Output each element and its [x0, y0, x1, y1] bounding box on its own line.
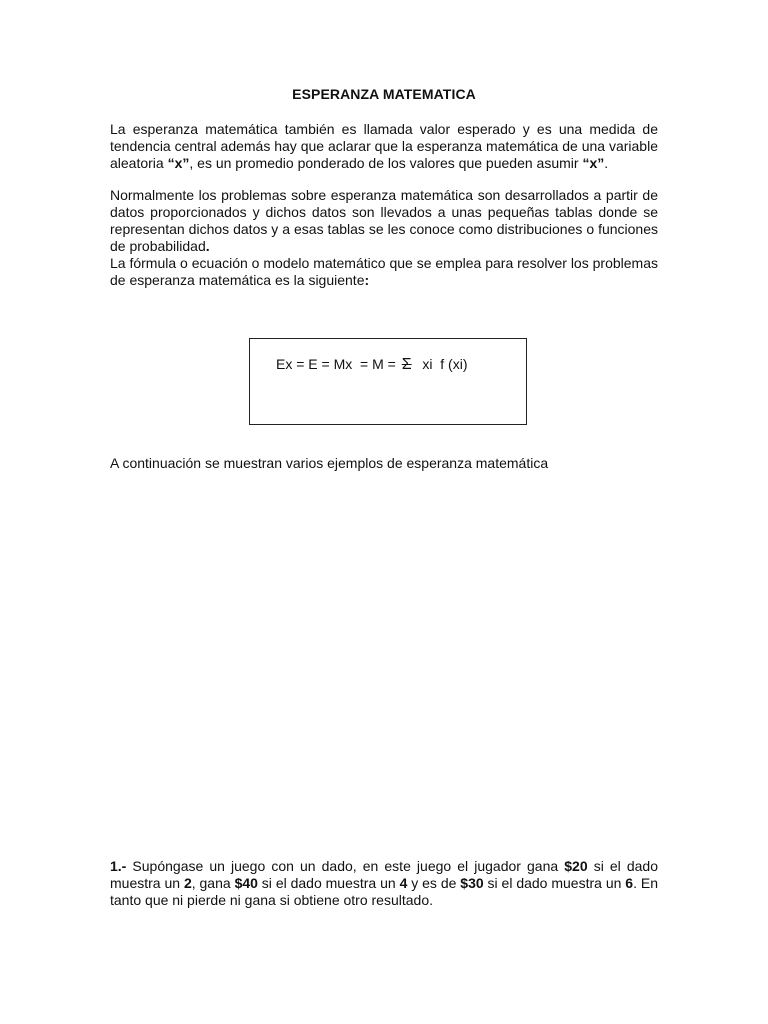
paragraph-text: Normalmente los problemas sobre esperanza matemática son desarrollados a partir de datos proporcionados y dichos datos son llevados a unas pequeñas tablas donde se representan dichos datos y a esas tablas se les conoce como distribuciones o funciones de probabilidad — [110, 187, 658, 254]
paragraph-punctuation: . — [205, 238, 210, 254]
paragraph-text: La fórmula o ecuación o modelo matemático que se emplea para resolver los problemas de esperanza matemática es la siguiente — [110, 255, 658, 288]
paragraph-text: . — [604, 155, 609, 171]
paragraph-problems — [110, 187, 658, 255]
die-value: 4 — [399, 875, 408, 891]
amount-value: $20 — [564, 858, 588, 874]
example-text: si el dado muestra un — [110, 858, 658, 891]
paragraph-text: La esperanza matemática también es llamada valor esperado y es una medida de tendencia central además hay que aclarar que la esperanza matemática de una variable aleatoria — [110, 121, 658, 171]
example-text: . En tanto que ni pierde ni gana si obtiene otro resultado. — [110, 875, 658, 908]
variable-x: “x” — [167, 155, 190, 171]
example-text: , gana — [191, 875, 235, 891]
paragraph-punctuation: : — [364, 272, 370, 288]
formula-right: xi f (xi) — [414, 356, 468, 372]
variable-x: “x” — [582, 155, 605, 171]
example-text: Supóngase un juego con un dado, en este juego el jugador gana — [126, 858, 565, 874]
formula-box — [249, 338, 527, 425]
example-text: si el dado muestra un — [483, 875, 626, 891]
die-value: 6 — [625, 875, 634, 891]
document-title: ESPERANZA MATEMATICA — [292, 86, 476, 102]
paragraph-text: , es un promedio ponderado de los valores que pueden asumir — [189, 155, 583, 171]
example-number: 1.- — [110, 858, 127, 874]
formula — [276, 356, 468, 374]
example-text: y es de — [407, 875, 461, 891]
example-1 — [110, 858, 658, 909]
formula-left: Ex = E = Mx = M = — [276, 356, 400, 372]
amount-value: $30 — [460, 875, 484, 891]
examples-intro: A continuación se muestran varios ejemplos de esperanza matemática — [110, 455, 549, 471]
amount-value: $40 — [234, 875, 258, 891]
die-value: 2 — [183, 875, 192, 891]
sigma-symbol: Σ — [401, 356, 412, 373]
paragraph-formula-intro — [110, 255, 658, 289]
example-text: si el dado muestra un — [257, 875, 400, 891]
paragraph-definition — [110, 121, 658, 172]
